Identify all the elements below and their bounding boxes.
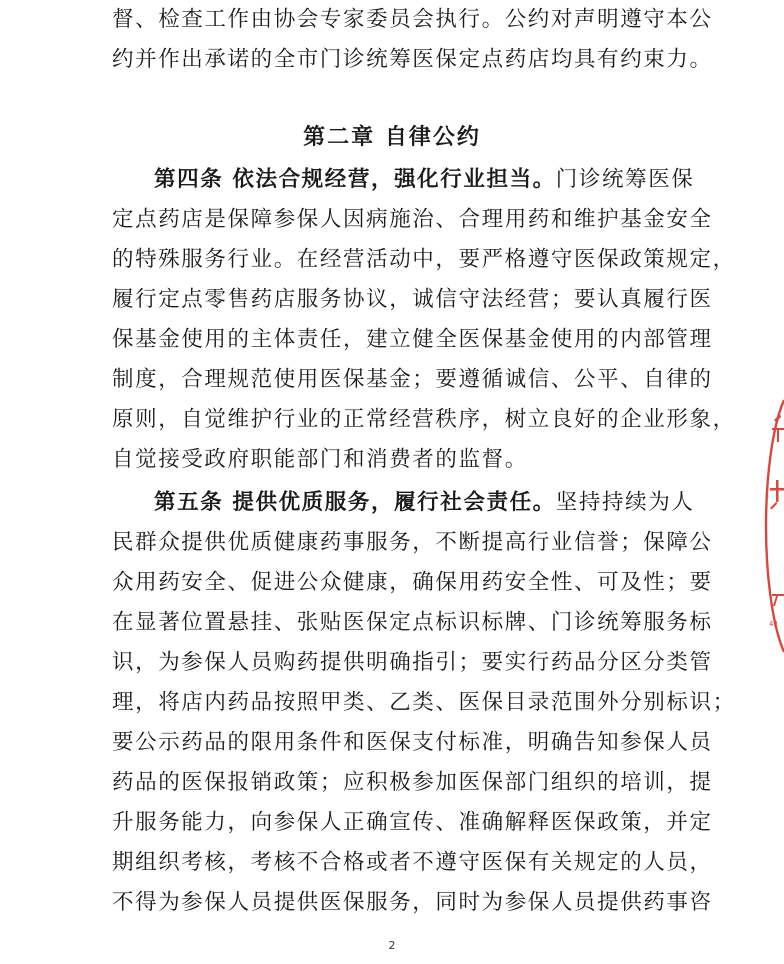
seal-graphic	[764, 398, 784, 654]
text-line: 期组织考核，考核不合格或者不遵守医保有关规定的人员，	[112, 850, 713, 875]
text-line: 众用药安全、促进公众健康，确保用药安全性、可及性；要	[112, 570, 713, 595]
article-4-first-line-text: 门诊统筹医保	[555, 167, 695, 192]
article-5-heading: 第五条 提供优质服务，履行社会责任。	[154, 490, 556, 515]
article-4-heading: 第四条 依法合规经营，强化行业担当。	[154, 167, 556, 192]
article-4-first-line	[154, 160, 695, 200]
page-number: 2	[388, 939, 396, 952]
text-line: 的特殊服务行业。在经营活动中，要严格遵守医保政策规定，	[112, 247, 736, 272]
article-5-first-line	[154, 483, 695, 523]
official-seal	[764, 398, 784, 654]
text-line: 识，为参保人员购药提供明确指引；要实行药品分区分类管	[112, 650, 713, 675]
text-line: 在显著位置悬挂、张贴医保定点标识标牌、门诊统筹服务标	[112, 610, 713, 635]
seal-number: 42	[769, 620, 778, 628]
text-line: 理，将店内药品按照甲类、乙类、医保目录范围外分别标识；	[112, 690, 736, 715]
text-line: 药品的医保报销政策；应积极参加医保部门组织的培训，提	[112, 770, 713, 795]
text-line: 民群众提供优质健康药事服务，不断提高行业信誉；保障公	[112, 530, 713, 555]
text-line: 约并作出承诺的全市门诊统筹医保定点药店均具有约束力。	[112, 47, 713, 72]
text-line: 保基金使用的主体责任，建立健全医保基金使用的内部管理	[112, 327, 713, 352]
text-line: 要公示药品的限用条件和医保支付标准，明确告知参保人员	[112, 730, 713, 755]
article-5-first-line-text: 坚持持续为人	[555, 490, 695, 515]
text-line: 自觉接受政府职能部门和消费者的监督。	[112, 447, 528, 472]
text-line: 制度，合理规范使用医保基金；要遵循诚信、公平、自律的	[112, 367, 713, 392]
text-line: 履行定点零售药店服务协议，诚信守法经营；要认真履行医	[112, 287, 713, 312]
text-line: 定点药店是保障参保人因病施治、合理用药和维护基金安全	[112, 207, 713, 232]
text-line: 原则，自觉维护行业的正常经营秩序，树立良好的企业形象，	[112, 407, 736, 432]
chapter-title: 第二章 自律公约	[303, 124, 481, 150]
text-line: 督、检查工作由协会专家委员会执行。公约对声明遵守本公	[112, 7, 713, 32]
text-line: 不得为参保人员提供医保服务，同时为参保人员提供药事咨	[112, 890, 713, 915]
text-line: 升服务能力，向参保人正确宣传、准确解释医保政策，并定	[112, 810, 713, 835]
